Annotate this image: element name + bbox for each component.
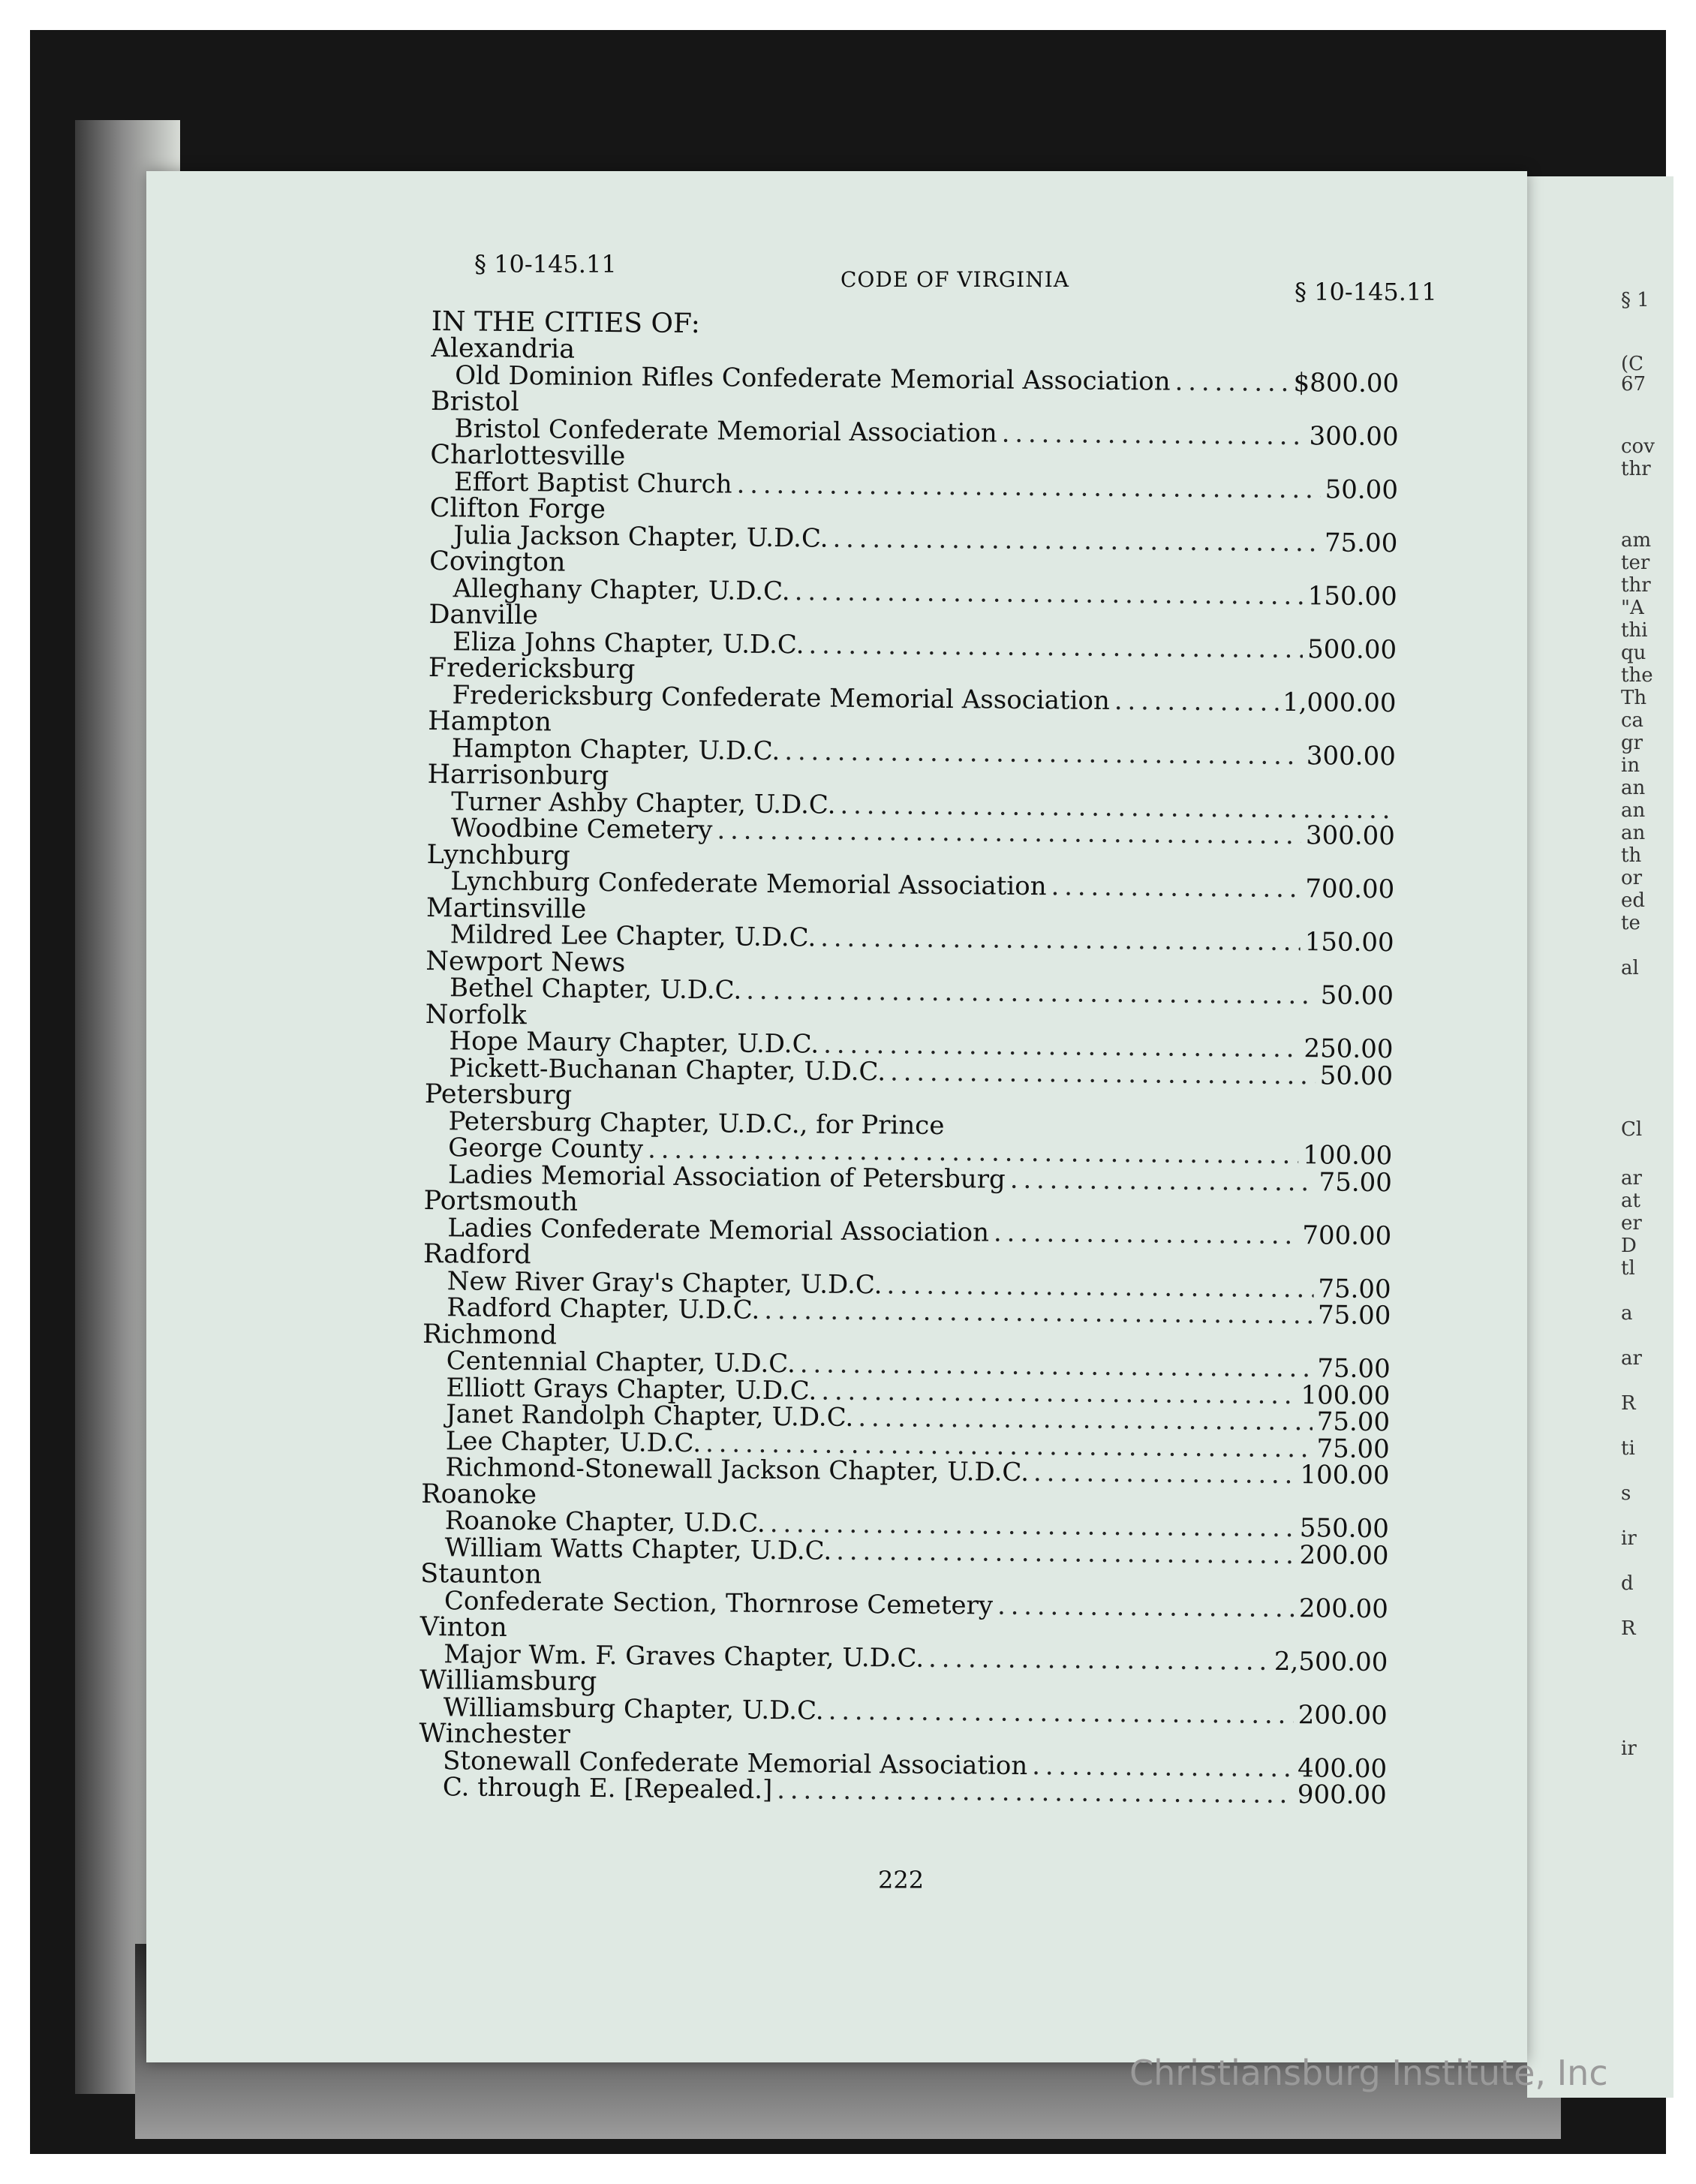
leader-dots [821, 1378, 1296, 1409]
adjacent-page-fragment: qu [1621, 642, 1646, 664]
adjacent-page-fragment: s [1621, 1482, 1631, 1505]
city-heading: Martinsville [426, 892, 587, 925]
leader-dots [777, 1777, 1293, 1808]
city-heading: Norfolk [425, 999, 527, 1030]
entry-name: Effort Baptist Church [453, 466, 732, 500]
leader-dots [808, 632, 1303, 663]
adjacent-page-fragment: ir [1621, 1737, 1637, 1760]
adjacent-page-fragment: tl [1621, 1257, 1635, 1280]
entry-name: Hope Maury Chapter, U.D.C. [449, 1026, 819, 1060]
entry-name: Hampton Chapter, U.D.C. [451, 733, 780, 766]
entry-amount: 50.00 [1319, 1060, 1394, 1091]
city-heading: Staunton [420, 1558, 543, 1590]
entry-amount: 50.00 [1320, 980, 1394, 1012]
entry-name: Woodbine Cemetery [450, 813, 713, 846]
leader-dots [858, 1405, 1313, 1436]
entry-name: Confederate Section, Thornrose Cemetery [444, 1585, 994, 1621]
entry-name: Major Wm. F. Graves Chapter, U.D.C. [444, 1638, 925, 1674]
watermark: Christiansburg Institute, Inc [1129, 2053, 1608, 2093]
adjacent-page-fragment: at [1621, 1190, 1640, 1212]
entry-amount: 700.00 [1305, 874, 1395, 905]
entry-name: Janet Randolph Chapter, U.D.C. [445, 1399, 854, 1433]
leader-dots [1032, 1753, 1293, 1782]
city-heading: Richmond [422, 1319, 558, 1351]
entry-name: C. through E. [Repealed.] [442, 1772, 773, 1806]
city-heading: Danville [429, 599, 539, 631]
city-heading: Portsmouth [423, 1185, 579, 1217]
city-heading: Newport News [426, 946, 626, 978]
adjacent-page-fragment: thr [1621, 458, 1651, 480]
leader-dots [997, 1593, 1295, 1622]
leader-dots [828, 1698, 1294, 1728]
leader-dots [1174, 369, 1289, 396]
adjacent-page-fragment: § 1 [1621, 289, 1649, 311]
entry-amount: 300.00 [1305, 820, 1396, 852]
city-heading: Charlottesville [430, 439, 626, 472]
entry-amount: 150.00 [1304, 927, 1394, 958]
entry-amount: $800.00 [1293, 367, 1400, 399]
adjacent-page-fragment: ar [1621, 1347, 1642, 1370]
city-heading: Lynchburg [426, 839, 570, 871]
entry-amount: 75.00 [1324, 527, 1398, 558]
leader-dots [764, 1298, 1313, 1329]
leader-dots [1010, 1166, 1315, 1196]
adjacent-page-fragment: D [1621, 1235, 1637, 1257]
entry-name: Ladies Memorial Association of Petersburg [447, 1159, 1006, 1195]
adjacent-page-fragment: or [1621, 867, 1643, 889]
entry-amount: 200.00 [1299, 1539, 1389, 1571]
leader-dots [1002, 420, 1305, 450]
adjacent-page-fragment: al [1621, 957, 1639, 979]
leader-dots [1051, 874, 1301, 902]
leader-dots [886, 1272, 1313, 1302]
entry-name: Richmond-Stonewall Jackson Chapter, U.D.C. [445, 1452, 1030, 1488]
entry-amount: 50.00 [1325, 474, 1399, 505]
entry-name: New River Gray's Chapter, U.D.C. [447, 1265, 883, 1300]
entry-amount: 75.00 [1319, 1166, 1393, 1198]
entry-name: Eliza Johns Chapter, U.D.C. [452, 626, 804, 660]
adjacent-page-fragment: an [1621, 822, 1646, 844]
leader-dots [928, 1645, 1270, 1674]
entry-amount: 75.00 [1318, 1273, 1391, 1304]
city-heading: Williamsburg [419, 1665, 597, 1697]
leader-dots [890, 1059, 1316, 1089]
adjacent-page-fragment: Cl [1621, 1118, 1643, 1141]
adjacent-page-fragment: an [1621, 777, 1646, 799]
adjacent-page-fragment: am [1621, 529, 1652, 552]
leader-dots [836, 1538, 1295, 1569]
entry-amount: 100.00 [1301, 1379, 1391, 1411]
page-number: 222 [878, 1866, 925, 1894]
adjacent-page-fragment: ed [1621, 889, 1646, 912]
entry-amount: 150.00 [1307, 580, 1397, 612]
entry-name: Julia Jackson Chapter, U.D.C. [453, 519, 828, 554]
leader-dots [746, 978, 1316, 1009]
city-heading: Radford [422, 1238, 531, 1271]
adjacent-page-fragment: cov [1621, 435, 1655, 458]
entry-amount: 100.00 [1300, 1460, 1390, 1491]
entry-amount: 900.00 [1297, 1779, 1387, 1811]
entry-name: Lynchburg Confederate Memorial Association [450, 866, 1047, 902]
adjacent-page-fragment: (C [1621, 353, 1644, 375]
entry-amount: 100.00 [1303, 1140, 1393, 1172]
section-heading: IN THE CITIES OF: [431, 306, 701, 340]
leader-dots [736, 471, 1320, 503]
adjacent-page-fragment: Th [1621, 687, 1647, 709]
section-number-right: § 10-145.11 [1295, 278, 1437, 306]
adjacent-page-fragment: 67 [1621, 373, 1646, 396]
entry-amount: 550.00 [1299, 1513, 1390, 1545]
city-heading: Covington [429, 546, 566, 578]
entry-name: Fredericksburg Confederate Memorial Association [452, 679, 1111, 716]
adjacent-page-fragment: an [1621, 799, 1646, 822]
adjacent-page [1527, 176, 1673, 2098]
entry-amount: 400.00 [1297, 1752, 1388, 1784]
city-heading: Hampton [428, 705, 552, 738]
entry-amount: 200.00 [1298, 1699, 1388, 1731]
entry-name: William Watts Chapter, U.D.C. [444, 1532, 832, 1566]
entry-amount: 700.00 [1302, 1220, 1392, 1251]
leader-dots [823, 1032, 1300, 1063]
city-heading: Alexandria [431, 332, 576, 365]
city-heading: Roanoke [421, 1479, 537, 1510]
entry-name: Roanoke Chapter, U.D.C. [444, 1506, 765, 1539]
adjacent-page-fragment: "A [1621, 597, 1644, 619]
city-heading: Harrisonburg [427, 759, 609, 792]
leader-dots [770, 1511, 1295, 1542]
adjacent-page-fragment: a [1621, 1302, 1633, 1325]
entry-amount: 300.00 [1306, 740, 1397, 772]
leader-dots [784, 739, 1302, 770]
entry-name: Mildred Lee Chapter, U.D.C. [450, 919, 816, 953]
entry-amount: 250.00 [1304, 1033, 1394, 1065]
entry-amount: 75.00 [1317, 1300, 1391, 1331]
leader-dots [832, 525, 1320, 556]
leader-dots [717, 817, 1301, 849]
entry-name: Alleghany Chapter, U.D.C. [453, 573, 790, 606]
city-heading: Petersburg [424, 1078, 573, 1111]
entry-amount: 300.00 [1309, 420, 1399, 452]
city-heading: Clifton Forge [429, 492, 606, 525]
entry-amount: 75.00 [1316, 1406, 1391, 1438]
city-heading: Winchester [419, 1718, 571, 1750]
entry-amount: 75.00 [1316, 1433, 1390, 1464]
adjacent-page-fragment: te [1621, 912, 1640, 934]
entry-amount: 200.00 [1298, 1593, 1389, 1624]
entry-name: Pickett-Buchanan Chapter, U.D.C. [448, 1052, 886, 1087]
adjacent-page-fragment: R [1621, 1617, 1636, 1640]
leader-dots [800, 1351, 1313, 1382]
city-heading: Vinton [419, 1611, 507, 1643]
adjacent-page-fragment: R [1621, 1392, 1636, 1415]
entry-name: Turner Ashby Chapter, U.D.C. [451, 786, 836, 820]
entry-amount: 500.00 [1307, 633, 1397, 665]
entry-name: Stonewall Confederate Memorial Association [442, 1745, 1028, 1781]
adjacent-page-fragment: th [1621, 844, 1642, 867]
entry-amount: 75.00 [1317, 1353, 1391, 1385]
entry-name: George County [448, 1133, 644, 1165]
entry-name: Old Dominion Rifles Confederate Memorial Association [455, 359, 1171, 397]
entry-name: Centennial Chapter, U.D.C. [446, 1346, 796, 1379]
entry-amount: 1,000.00 [1282, 687, 1397, 718]
adjacent-page-fragment: d [1621, 1572, 1634, 1595]
city-heading: Bristol [430, 386, 520, 418]
adjacent-page-fragment: ca [1621, 709, 1644, 732]
adjacent-page-fragment: the [1621, 664, 1653, 687]
adjacent-page-fragment: ti [1621, 1437, 1635, 1460]
leader-dots [820, 925, 1301, 956]
adjacent-page-fragment: thi [1621, 619, 1648, 642]
appropriations-list [419, 308, 1400, 1809]
adjacent-page-fragment: ar [1621, 1167, 1642, 1190]
entry-amount: 2,500.00 [1274, 1646, 1388, 1677]
adjacent-page-fragment: ter [1621, 552, 1650, 574]
adjacent-page-fragment: er [1621, 1212, 1642, 1235]
leader-dots [1114, 687, 1279, 715]
section-number-left: § 10-145.11 [474, 250, 617, 278]
leader-dots [1033, 1460, 1296, 1489]
entry-line: Petersburg Chapter, U.D.C., for Prince [448, 1106, 945, 1141]
entry-name: Ladies Confederate Memorial Association [447, 1212, 990, 1248]
leader-dots [994, 1220, 1298, 1249]
entry-name: Radford Chapter, U.D.C. [447, 1292, 760, 1325]
adjacent-page-fragment: gr [1621, 732, 1643, 754]
entry-name: Williamsburg Chapter, U.D.C. [443, 1692, 824, 1726]
entry-name: Bethel Chapter, U.D.C. [449, 973, 742, 1006]
adjacent-page-fragment: in [1621, 754, 1640, 777]
entry-name: Elliott Grays Chapter, U.D.C. [446, 1372, 817, 1406]
adjacent-page-fragment: ir [1621, 1527, 1637, 1550]
page-header-title: CODE OF VIRGINIA [840, 267, 1070, 292]
leader-dots [795, 579, 1304, 609]
document-page [146, 171, 1527, 2062]
entry-name: Bristol Confederate Memorial Association [454, 413, 997, 449]
entry-name: Lee Chapter, U.D.C. [445, 1425, 702, 1458]
city-heading: Fredericksburg [428, 652, 636, 685]
adjacent-page-fragment: thr [1621, 574, 1651, 597]
